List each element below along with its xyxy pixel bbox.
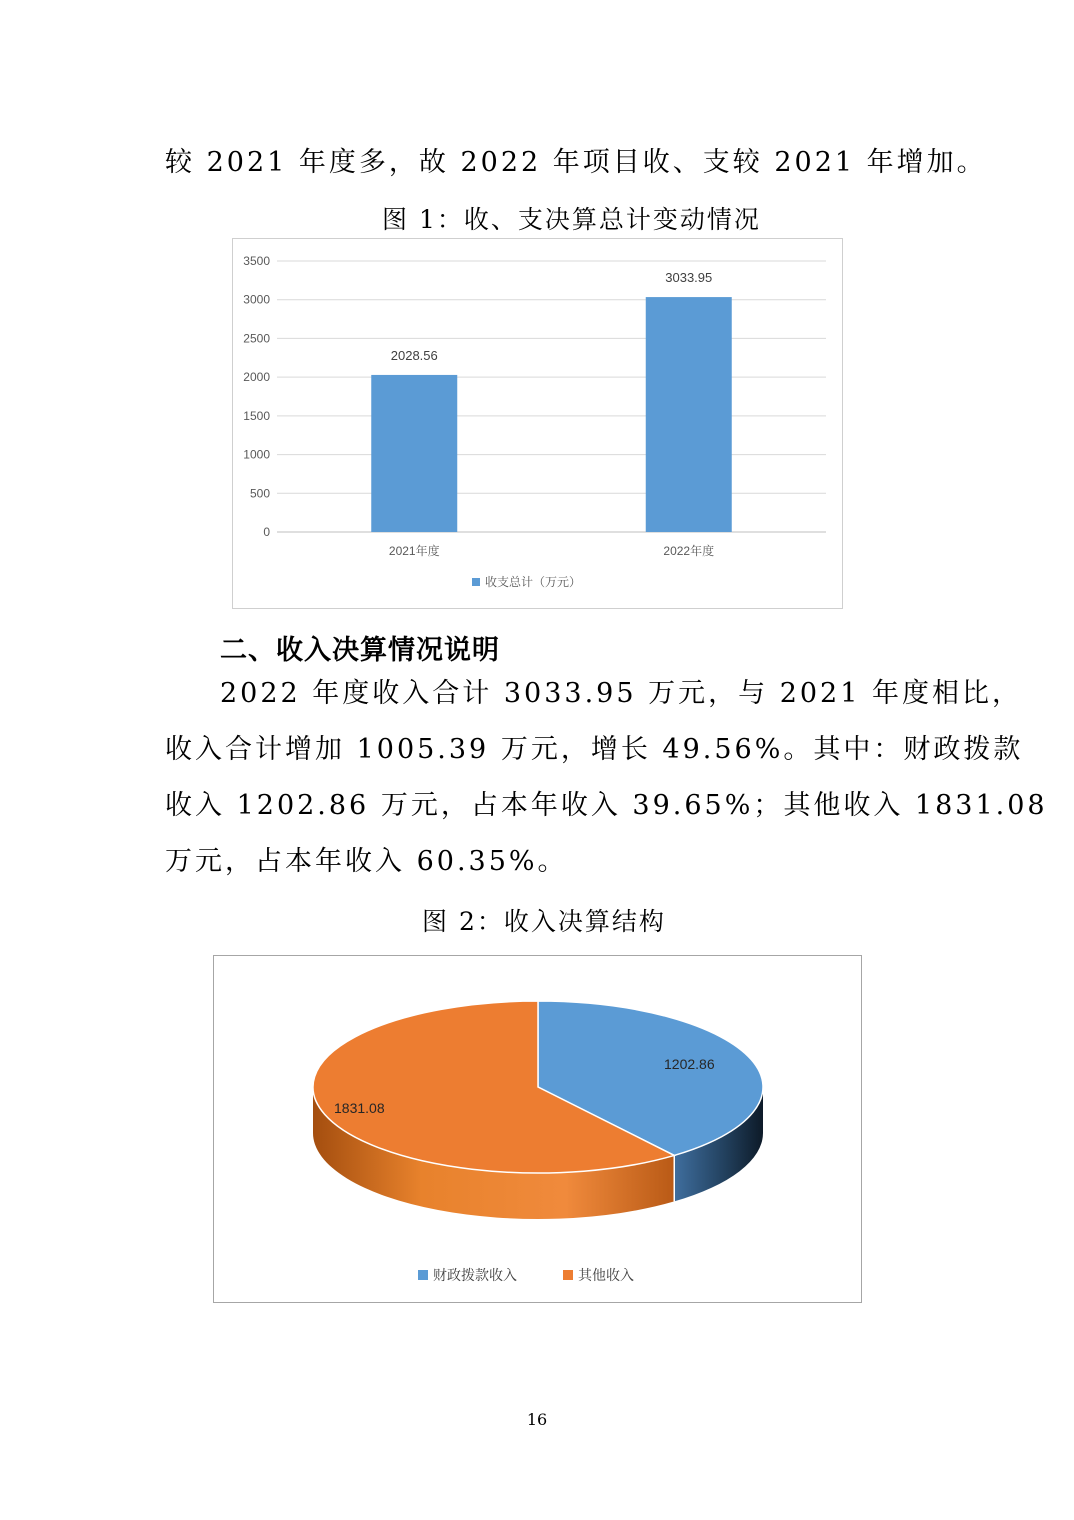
paragraph-line-5: 万元，占本年收入 60.35%。 — [165, 846, 568, 877]
bar-chart — [233, 239, 842, 608]
bar-chart-frame — [232, 238, 843, 609]
section-heading: 二、收入决算情况说明 — [220, 635, 500, 666]
legend-swatch — [472, 578, 480, 586]
legend — [418, 1267, 634, 1283]
y-tick-label: 500 — [249, 486, 270, 501]
legend-label: 其他收入 — [578, 1267, 634, 1283]
y-tick-label: 3500 — [243, 254, 270, 268]
x-tick-label: 2021年度 — [388, 544, 440, 558]
legend-label: 收支总计（万元） — [485, 575, 582, 589]
legend — [472, 574, 581, 589]
paragraph-line-3: 收入合计增加 1005.39 万元，增长 49.56%。其中：财政拨款 — [165, 734, 1024, 765]
bar — [371, 375, 457, 532]
y-tick-label: 2500 — [243, 331, 270, 346]
y-tick-label: 1500 — [243, 408, 270, 423]
y-tick-label: 3000 — [243, 292, 270, 307]
legend-label: 财政拨款收入 — [433, 1267, 517, 1283]
pie-chart-frame — [213, 955, 862, 1303]
figure-1-caption: 图 1：收、支决算总计变动情况 — [382, 205, 761, 234]
paragraph-line-4: 收入 1202.86 万元，占本年收入 39.65%；其他收入 1831.08 — [165, 790, 1048, 821]
page-number: 16 — [526, 1410, 548, 1429]
x-tick-label: 2022年度 — [663, 544, 715, 558]
pie-value-label: 1202.86 — [664, 1056, 715, 1072]
pie-chart — [214, 956, 861, 1302]
bar-value-label: 3033.95 — [665, 270, 713, 286]
pie-value-label: 1831.08 — [334, 1100, 385, 1116]
y-tick-label: 1000 — [243, 447, 270, 462]
figure-2-caption: 图 2：收入决算结构 — [422, 907, 666, 936]
bar-value-label: 2028.56 — [390, 347, 438, 363]
paragraph-line-2: 2022 年度收入合计 3033.95 万元，与 2021 年度相比， — [220, 678, 1022, 709]
y-tick-label: 0 — [263, 525, 270, 539]
bar — [646, 297, 732, 532]
y-tick-label: 2000 — [243, 370, 270, 385]
legend-swatch — [418, 1270, 428, 1280]
paragraph-line-1: 较 2021 年度多，故 2022 年项目收、支较 2021 年增加。 — [165, 147, 987, 178]
legend-swatch — [563, 1270, 573, 1280]
